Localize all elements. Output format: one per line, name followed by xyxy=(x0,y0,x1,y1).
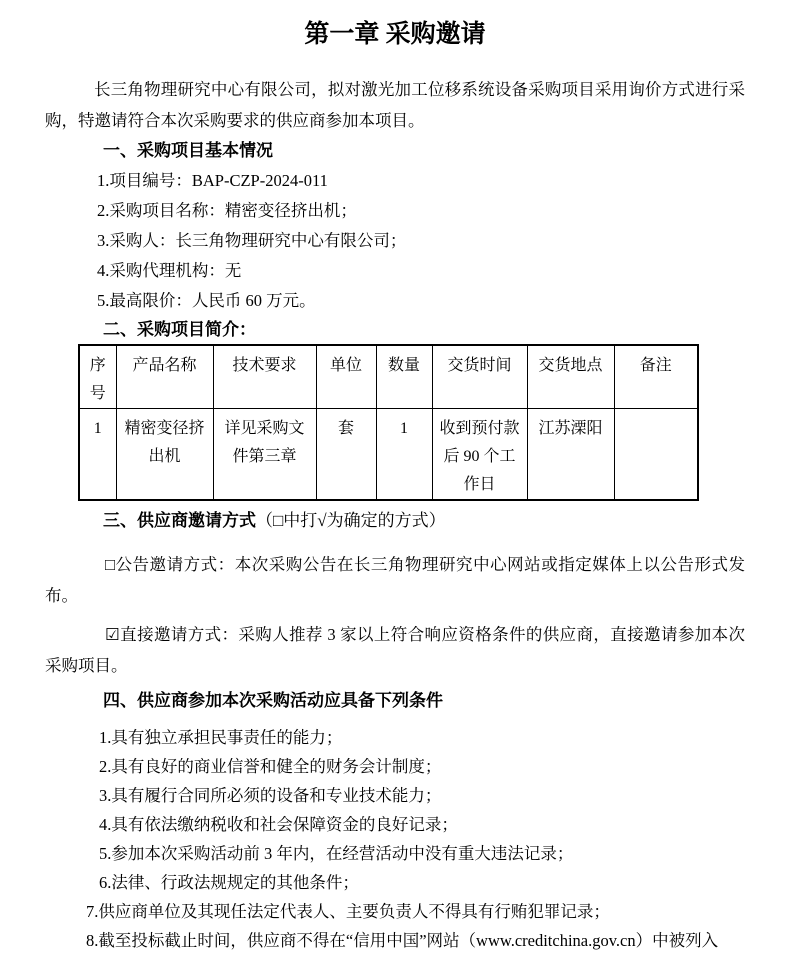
section-1-heading: 一、采购项目基本情况 xyxy=(103,141,273,160)
section-4-item-7: 7.供应商单位及其现任法定代表人、主要负责人不得具有行贿犯罪记录； xyxy=(86,902,610,921)
section-4-item-4: 4.具有依法缴纳税收和社会保障资金的良好记录； xyxy=(99,815,458,834)
section-4-item-2: 2.具有良好的商业信誉和健全的财务会计制度； xyxy=(99,757,442,776)
section-4-item-6: 6.法律、行政法规规定的其他条件； xyxy=(99,873,359,892)
section-4-item-1: 1.具有独立承担民事责任的能力； xyxy=(99,728,343,747)
section-3-heading-bold: 三、供应商邀请方式 xyxy=(103,511,256,530)
intro-paragraph: 长三角物理研究中心有限公司，拟对激光加工位移系统设备采购项目采用询价方式进行采购，特邀请符合本次采购要求的供应商参加本项目。 xyxy=(45,80,745,130)
cell-product: 精密变径挤出机 xyxy=(116,409,213,501)
cell-remark xyxy=(614,409,698,501)
option-direct-invitation: ☑直接邀请方式：采购人推荐 3 家以上符合响应资格条件的供应商，直接邀请参加本次采购项目。 xyxy=(45,625,745,675)
table-header-row xyxy=(79,345,698,409)
section-1-item-3: 3.采购人：长三角物理研究中心有限公司； xyxy=(97,231,407,250)
table-row xyxy=(79,409,698,501)
section-1-item-2: 2.采购项目名称：精密变径挤出机； xyxy=(97,201,357,220)
section-4-item-5: 5.参加本次采购活动前 3 年内，在经营活动中没有重大违法记录； xyxy=(99,844,574,863)
header-cell-remark: 备注 xyxy=(614,345,698,409)
section-4-heading: 四、供应商参加本次采购活动应具备下列条件 xyxy=(103,691,443,710)
header-cell-seq: 序号 xyxy=(79,345,116,409)
cell-seq: 1 xyxy=(79,409,116,501)
section-3-heading-note: （□中打√为确定的方式） xyxy=(256,511,446,530)
section-1-item-4: 4.采购代理机构：无 xyxy=(97,261,242,280)
procurement-summary-table xyxy=(78,344,699,501)
cell-tech: 详见采购文件第三章 xyxy=(213,409,316,501)
header-cell-qty: 数量 xyxy=(376,345,432,409)
cell-delivery-time: 收到预付款后 90 个工作日 xyxy=(432,409,527,501)
chapter-title: 第一章 采购邀请 xyxy=(304,21,486,48)
cell-delivery-place: 江苏溧阳 xyxy=(527,409,614,501)
section-4-item-3: 3.具有履行合同所必须的设备和专业技术能力； xyxy=(99,786,442,805)
section-1-item-1: 1.项目编号：BAP-CZP-2024-011 xyxy=(97,171,328,190)
header-cell-unit: 单位 xyxy=(316,345,376,409)
header-cell-product: 产品名称 xyxy=(116,345,213,409)
header-cell-delivery-place: 交货地点 xyxy=(527,345,614,409)
section-1-item-5: 5.最高限价：人民币 60 万元。 xyxy=(97,291,316,310)
section-3-heading xyxy=(103,506,745,535)
section-2-heading: 二、采购项目简介： xyxy=(103,320,256,339)
header-cell-delivery-time: 交货时间 xyxy=(432,345,527,409)
section-4-item-8: 8.截至投标截止时间，供应商不得在“信用中国”网站（www.creditchina.gov.cn）中被列入 xyxy=(86,931,719,950)
cell-unit: 套 xyxy=(316,409,376,501)
cell-qty: 1 xyxy=(376,409,432,501)
header-cell-tech: 技术要求 xyxy=(213,345,316,409)
option-announce-invitation: □公告邀请方式：本次采购公告在长三角物理研究中心网站或指定媒体上以公告形式发布。 xyxy=(45,555,745,605)
